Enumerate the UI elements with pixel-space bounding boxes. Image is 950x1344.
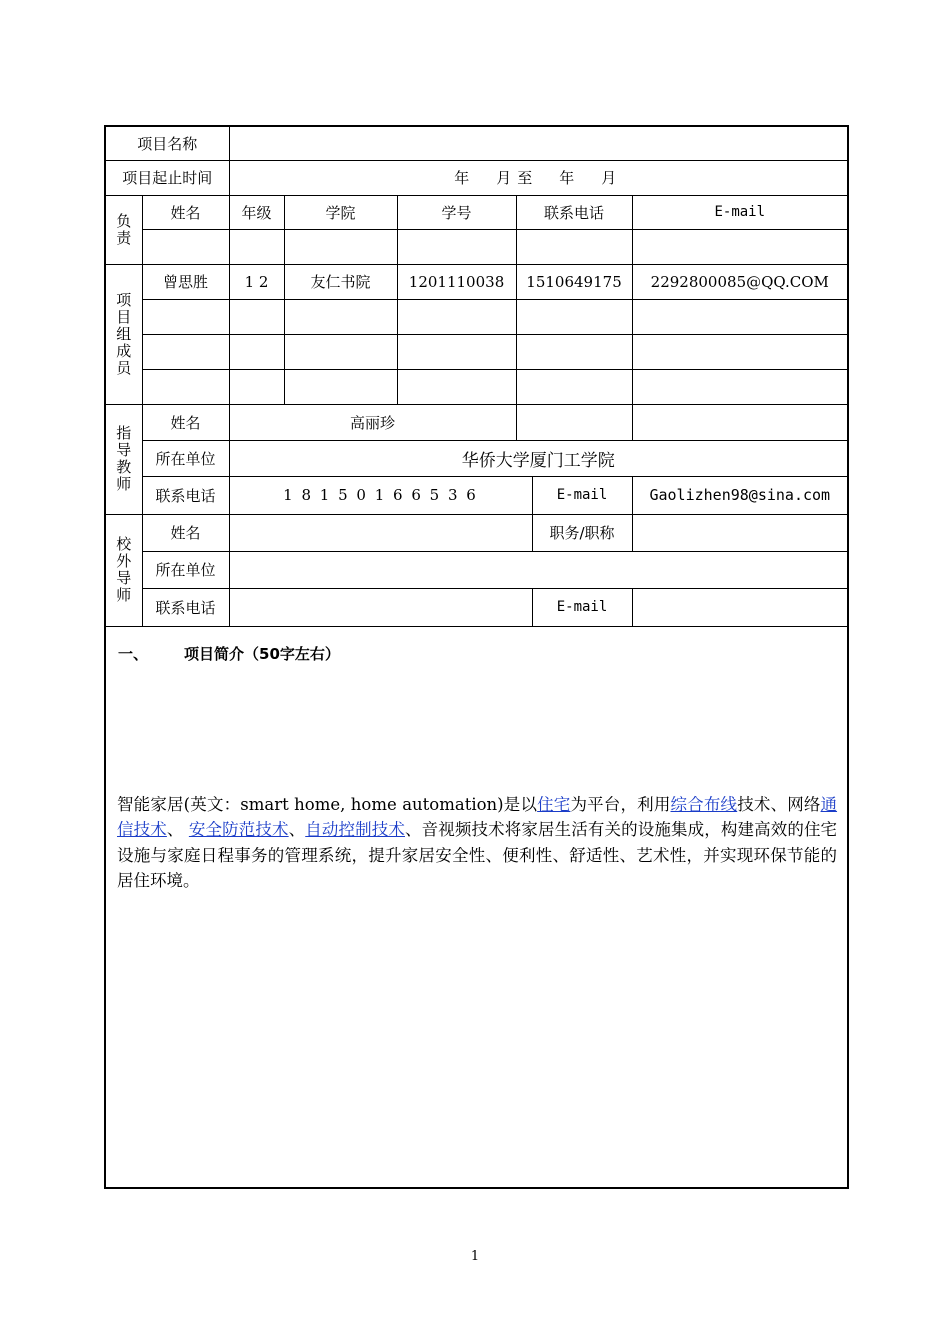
advisor-email-value[interactable]: Gaolizhen98@sina.com: [632, 476, 848, 514]
application-form-table: [104, 125, 849, 1189]
member-grade-cell[interactable]: [229, 299, 284, 334]
leader-data-row: [105, 229, 848, 264]
member-id-cell[interactable]: [397, 369, 516, 404]
member-college-cell[interactable]: [284, 369, 397, 404]
external-unit-label: 所在单位: [142, 551, 229, 588]
project-period-label: 项目起止时间: [105, 160, 229, 195]
external-phone-row: [105, 588, 848, 626]
advisor-unit-row: [105, 440, 848, 476]
advisor-unit-value[interactable]: 华侨大学厦门工学院: [229, 440, 848, 476]
member-id-cell[interactable]: [397, 334, 516, 369]
advisor-phone-value[interactable]: 1 8 1 5 0 1 6 6 5 3 6: [229, 476, 532, 514]
leader-name-cell[interactable]: [142, 229, 229, 264]
member-email-cell[interactable]: 2292800085@QQ.COM: [632, 264, 848, 299]
link-security-technology[interactable]: 安全防范技术: [188, 820, 289, 839]
intro-text-segment: 智能家居(英文：smart home, home automation)是以: [117, 794, 538, 814]
advisor-name-value[interactable]: 高丽珍: [229, 404, 516, 440]
intro-text-segment: 、: [166, 820, 189, 839]
project-name-row: [105, 126, 848, 160]
page-number: 1: [470, 1249, 480, 1264]
members-section-label: 项目组成员: [105, 264, 142, 404]
member-email-cell[interactable]: [632, 369, 848, 404]
advisor-phone-row: [105, 476, 848, 514]
member-grade-cell[interactable]: [229, 334, 284, 369]
intro-cell[interactable]: [105, 626, 848, 1188]
intro-heading: [118, 643, 847, 664]
advisor-section-label: 指导教师: [105, 404, 142, 514]
member-row: [105, 334, 848, 369]
member-email-cell[interactable]: [632, 334, 848, 369]
intro-paragraph: [117, 792, 837, 894]
header-phone: 联系电话: [516, 195, 632, 229]
project-period-field[interactable]: 年 月至 年 月: [229, 160, 848, 195]
member-id-cell[interactable]: [397, 299, 516, 334]
intro-text-segment: 技术、网络: [737, 794, 821, 814]
external-phone-value[interactable]: [229, 588, 532, 626]
advisor-extra-cell[interactable]: [516, 404, 632, 440]
intro-row: [105, 626, 848, 1188]
member-college-cell[interactable]: [284, 334, 397, 369]
header-name: 姓名: [142, 195, 229, 229]
advisor-name-row: [105, 404, 848, 440]
member-phone-cell[interactable]: [516, 369, 632, 404]
member-id-cell[interactable]: 1201110038: [397, 264, 516, 299]
header-email: E-mail: [632, 195, 848, 229]
advisor-extra-cell-2[interactable]: [632, 404, 848, 440]
external-unit-row: [105, 551, 848, 588]
member-email-cell[interactable]: [632, 299, 848, 334]
leader-phone-cell[interactable]: [516, 229, 632, 264]
header-student-id: 学号: [397, 195, 516, 229]
member-college-cell[interactable]: [284, 299, 397, 334]
member-row: [105, 369, 848, 404]
external-name-label: 姓名: [142, 514, 229, 551]
project-name-field[interactable]: [229, 126, 848, 160]
external-phone-label: 联系电话: [142, 588, 229, 626]
link-residence[interactable]: 住宅: [537, 794, 571, 814]
member-grade-cell[interactable]: 1 2: [229, 264, 284, 299]
member-grade-cell[interactable]: [229, 369, 284, 404]
intro-heading-text: 项目简介（50字左右）: [184, 644, 340, 663]
leader-college-cell[interactable]: [284, 229, 397, 264]
intro-text-segment: 、: [288, 820, 306, 839]
header-college: 学院: [284, 195, 397, 229]
leader-grade-cell[interactable]: [229, 229, 284, 264]
external-title-value[interactable]: [632, 514, 848, 551]
leader-header-row: [105, 195, 848, 229]
member-name-cell[interactable]: [142, 334, 229, 369]
member-phone-cell[interactable]: 1510649175: [516, 264, 632, 299]
project-period-row: [105, 160, 848, 195]
member-row: [105, 264, 848, 299]
member-name-cell[interactable]: 曾思胜: [142, 264, 229, 299]
leader-section-label: 负责: [105, 195, 142, 264]
member-phone-cell[interactable]: [516, 299, 632, 334]
member-name-cell[interactable]: [142, 369, 229, 404]
intro-number: 一、: [118, 644, 149, 663]
advisor-email-label: E-mail: [532, 476, 632, 514]
member-row: [105, 299, 848, 334]
external-name-value[interactable]: [229, 514, 532, 551]
link-automatic-control[interactable]: 自动控制技术: [305, 820, 405, 839]
external-unit-value[interactable]: [229, 551, 848, 588]
advisor-unit-label: 所在单位: [142, 440, 229, 476]
intro-text-segment: 为平台，利用: [570, 794, 671, 814]
external-email-label: E-mail: [532, 588, 632, 626]
member-college-cell[interactable]: 友仁书院: [284, 264, 397, 299]
external-advisor-section-label: 校外导师: [105, 514, 142, 626]
advisor-name-label: 姓名: [142, 404, 229, 440]
external-title-label: 职务/职称: [532, 514, 632, 551]
intro-text-segment: 、音视频技术将家居生活有关的设施集成，构建高效的住宅设施与家庭日程事务的管理系统，提升家居安全性、便利性、舒适性、艺术性，并实现环保节能的居住环境。: [117, 820, 838, 890]
link-structured-cabling[interactable]: 综合布线: [670, 794, 738, 814]
link-communication-technology[interactable]: 通信技术: [117, 794, 838, 839]
external-name-row: [105, 514, 848, 551]
advisor-phone-label: 联系电话: [142, 476, 229, 514]
external-email-value[interactable]: [632, 588, 848, 626]
leader-email-cell[interactable]: [632, 229, 848, 264]
member-phone-cell[interactable]: [516, 334, 632, 369]
leader-id-cell[interactable]: [397, 229, 516, 264]
member-name-cell[interactable]: [142, 299, 229, 334]
header-grade: 年级: [229, 195, 284, 229]
project-name-label: 项目名称: [105, 126, 229, 160]
